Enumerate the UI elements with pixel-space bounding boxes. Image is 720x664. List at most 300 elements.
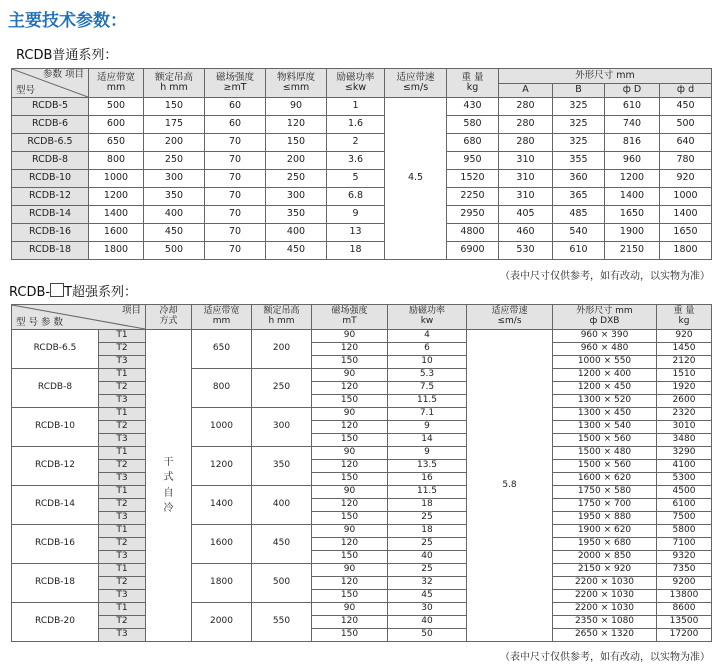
weight-cell: 7500	[657, 512, 712, 525]
height-cell: 150	[144, 98, 205, 116]
field-cell: 90	[312, 564, 388, 577]
series2-title-suffix: T超强系列：	[64, 285, 138, 300]
power-cell: 13	[327, 224, 385, 242]
dims-cell: 1300 × 540	[553, 421, 657, 434]
field-cell: 70	[205, 224, 266, 242]
dims-subheader: B	[553, 83, 605, 98]
speed-cell: 4.5	[385, 98, 447, 260]
header-label: 适应带速	[491, 306, 528, 317]
A-cell: 280	[499, 134, 553, 152]
d-cell: 640	[660, 134, 712, 152]
header-unit: mT	[342, 316, 357, 326]
power-cell: 45	[388, 590, 467, 603]
power-cell: 30	[388, 603, 467, 616]
field-cell: 70	[205, 188, 266, 206]
header-unit: 方式	[159, 316, 178, 326]
model-cell: RCDB-12	[12, 447, 99, 486]
thick-cell: 350	[266, 206, 327, 224]
height-cell: 250	[144, 152, 205, 170]
A-cell: 310	[499, 152, 553, 170]
width-cell: 800	[89, 152, 144, 170]
type-cell: T3	[99, 356, 146, 369]
dims-cell: 2150 × 920	[553, 564, 657, 577]
width-cell: 1400	[192, 486, 252, 525]
power-cell: 18	[327, 242, 385, 260]
weight-cell: 9200	[657, 577, 712, 590]
width-cell: 1600	[192, 525, 252, 564]
D-cell: 816	[605, 134, 660, 152]
table-row	[12, 603, 712, 616]
field-cell: 120	[312, 616, 388, 629]
d-cell: 1400	[660, 206, 712, 224]
power-cell: 9	[388, 421, 467, 434]
field-cell: 90	[312, 369, 388, 382]
power-cell: 50	[388, 629, 467, 642]
field-cell: 90	[312, 486, 388, 499]
thick-cell: 300	[266, 188, 327, 206]
width-cell: 1000	[89, 170, 144, 188]
corner-label-bottom: 型号	[16, 84, 36, 96]
field-cell: 120	[312, 421, 388, 434]
height-cell: 250	[252, 369, 312, 408]
header-unit: kw	[420, 316, 434, 326]
height-cell: 400	[144, 206, 205, 224]
dims-cell: 2000 × 850	[553, 551, 657, 564]
power-cell: 5.3	[388, 369, 467, 382]
B-cell: 365	[553, 188, 605, 206]
weight-cell: 13800	[657, 590, 712, 603]
header-label: 磁场强度	[331, 306, 368, 317]
header-unit: ф DXB	[589, 316, 620, 326]
A-cell: 280	[499, 98, 553, 116]
weight-cell: 2250	[447, 188, 499, 206]
header-label: 额定吊高	[263, 306, 300, 317]
height-cell: 450	[144, 224, 205, 242]
width-cell: 1400	[89, 206, 144, 224]
power-cell: 3.6	[327, 152, 385, 170]
weight-cell: 920	[657, 330, 712, 343]
weight-cell: 7100	[657, 538, 712, 551]
D-cell: 1900	[605, 224, 660, 242]
D-cell: 960	[605, 152, 660, 170]
power-cell: 40	[388, 616, 467, 629]
header-label: 冷却	[159, 306, 178, 317]
weight-cell: 1520	[447, 170, 499, 188]
A-cell: 530	[499, 242, 553, 260]
weight-cell: 8600	[657, 603, 712, 616]
width-cell: 650	[192, 330, 252, 369]
D-cell: 1650	[605, 206, 660, 224]
type-cell: T1	[99, 486, 146, 499]
column-header	[327, 69, 385, 98]
width-cell: 1800	[89, 242, 144, 260]
model-cell: RCDB-10	[12, 170, 89, 188]
dims-subheader: A	[499, 83, 553, 98]
weight-cell: 3010	[657, 421, 712, 434]
width-cell: 2000	[192, 603, 252, 642]
weight-cell: 5800	[657, 525, 712, 538]
power-cell: 32	[388, 577, 467, 590]
D-cell: 740	[605, 116, 660, 134]
power-cell: 10	[388, 356, 467, 369]
height-cell: 400	[252, 486, 312, 525]
header-unit: ≤mm	[282, 82, 310, 93]
weight-cell: 3480	[657, 434, 712, 447]
weight-cell: 2600	[657, 395, 712, 408]
header-unit: ≤kw	[344, 82, 367, 93]
column-header	[447, 69, 499, 98]
type-cell: T1	[99, 447, 146, 460]
weight-cell: 4100	[657, 460, 712, 473]
thick-cell: 450	[266, 242, 327, 260]
thick-cell: 200	[266, 152, 327, 170]
weight-cell: 17200	[657, 629, 712, 642]
field-cell: 120	[312, 499, 388, 512]
type-cell: T3	[99, 551, 146, 564]
field-cell: 70	[205, 152, 266, 170]
power-cell: 14	[388, 434, 467, 447]
column-header	[553, 305, 657, 330]
power-cell: 9	[327, 206, 385, 224]
field-cell: 70	[205, 170, 266, 188]
column-header	[146, 305, 192, 330]
type-cell: T1	[99, 525, 146, 538]
cooling-char: 式	[163, 472, 174, 483]
table-row	[12, 447, 712, 460]
thick-cell: 250	[266, 170, 327, 188]
field-cell: 150	[312, 551, 388, 564]
power-cell: 9	[388, 447, 467, 460]
header-label: 励磁功率	[336, 71, 375, 83]
table-row	[12, 538, 712, 551]
table-row	[12, 434, 712, 447]
column-header	[89, 69, 144, 98]
weight-cell: 4500	[657, 486, 712, 499]
type-cell: T1	[99, 603, 146, 616]
model-cell: RCDB-5	[12, 98, 89, 116]
weight-cell: 2320	[657, 408, 712, 421]
A-cell: 460	[499, 224, 553, 242]
model-cell: RCDB-8	[12, 152, 89, 170]
weight-cell: 950	[447, 152, 499, 170]
power-cell: 18	[388, 525, 467, 538]
cooling-char: 冷	[163, 503, 174, 514]
weight-cell: 430	[447, 98, 499, 116]
corner-header	[12, 305, 146, 330]
table-row	[12, 188, 712, 206]
table-row	[12, 382, 712, 395]
width-cell: 650	[89, 134, 144, 152]
field-cell: 60	[205, 98, 266, 116]
dims-cell: 2200 × 1030	[553, 590, 657, 603]
model-cell: RCDB-18	[12, 564, 99, 603]
type-cell: T3	[99, 590, 146, 603]
thick-cell: 120	[266, 116, 327, 134]
d-cell: 1650	[660, 224, 712, 242]
A-cell: 310	[499, 188, 553, 206]
power-cell: 1	[327, 98, 385, 116]
dims-cell: 2200 × 1030	[553, 603, 657, 616]
speed-cell: 5.8	[467, 330, 553, 642]
B-cell: 325	[553, 134, 605, 152]
dims-cell: 1300 × 450	[553, 408, 657, 421]
model-cell: RCDB-12	[12, 188, 89, 206]
dims-cell: 960 × 390	[553, 330, 657, 343]
table-row	[12, 460, 712, 473]
placeholder-box	[50, 283, 64, 297]
table-row	[12, 408, 712, 421]
series2-table	[11, 304, 712, 642]
height-cell: 500	[144, 242, 205, 260]
d-cell: 920	[660, 170, 712, 188]
series1-note: （表中尺寸仅供参考，如有改动，以实物为准）	[500, 271, 710, 282]
weight-cell: 5300	[657, 473, 712, 486]
table-row	[12, 206, 712, 224]
thick-cell: 90	[266, 98, 327, 116]
height-cell: 200	[252, 330, 312, 369]
D-cell: 1200	[605, 170, 660, 188]
height-cell: 450	[252, 525, 312, 564]
model-cell: RCDB-18	[12, 242, 89, 260]
power-cell: 25	[388, 564, 467, 577]
series2-title-prefix: RCDB-	[9, 285, 51, 300]
dims-cell: 1900 × 620	[553, 525, 657, 538]
width-cell: 600	[89, 116, 144, 134]
column-header	[312, 305, 388, 330]
power-cell: 6.8	[327, 188, 385, 206]
series1-title: RCDB普通系列：	[16, 48, 118, 63]
B-cell: 610	[553, 242, 605, 260]
table-row	[12, 577, 712, 590]
width-cell: 1200	[192, 447, 252, 486]
header-unit: h mm	[268, 316, 295, 326]
D-cell: 2150	[605, 242, 660, 260]
column-header	[252, 305, 312, 330]
width-cell: 500	[89, 98, 144, 116]
weight-cell: 7350	[657, 564, 712, 577]
header-unit: h mm	[160, 82, 188, 93]
d-cell: 450	[660, 98, 712, 116]
header-unit: mm	[106, 82, 126, 93]
model-cell: RCDB-14	[12, 486, 99, 525]
column-header	[205, 69, 266, 98]
field-cell: 120	[312, 538, 388, 551]
dims-cell: 1200 × 450	[553, 382, 657, 395]
type-cell: T2	[99, 421, 146, 434]
weight-cell: 9320	[657, 551, 712, 564]
header-label: 适应带宽	[203, 306, 240, 317]
field-cell: 150	[312, 629, 388, 642]
dims-subheader: ф d	[660, 83, 712, 98]
power-cell: 4	[388, 330, 467, 343]
table-row	[12, 395, 712, 408]
model-cell: RCDB-16	[12, 525, 99, 564]
weight-cell: 1510	[657, 369, 712, 382]
field-cell: 120	[312, 343, 388, 356]
dims-cell: 1500 × 480	[553, 447, 657, 460]
weight-cell: 1450	[657, 343, 712, 356]
header-label: 物料厚度	[276, 71, 315, 83]
field-cell: 60	[205, 116, 266, 134]
weight-cell: 6100	[657, 499, 712, 512]
weight-cell: 680	[447, 134, 499, 152]
power-cell: 25	[388, 512, 467, 525]
type-cell: T1	[99, 408, 146, 421]
table-row	[12, 134, 712, 152]
height-cell: 500	[252, 564, 312, 603]
B-cell: 325	[553, 116, 605, 134]
header-row	[12, 305, 712, 330]
table-row	[12, 616, 712, 629]
field-cell: 70	[205, 242, 266, 260]
table-row	[12, 499, 712, 512]
table-row	[12, 551, 712, 564]
model-cell: RCDB-8	[12, 369, 99, 408]
power-cell: 2	[327, 134, 385, 152]
field-cell: 70	[205, 206, 266, 224]
column-header	[388, 305, 467, 330]
type-cell: T1	[99, 369, 146, 382]
header-label: 额定吊高	[154, 71, 193, 83]
model-cell: RCDB-14	[12, 206, 89, 224]
weight-cell: 6900	[447, 242, 499, 260]
power-cell: 11.5	[388, 395, 467, 408]
A-cell: 310	[499, 170, 553, 188]
table-row	[12, 421, 712, 434]
model-cell: RCDB-10	[12, 408, 99, 447]
column-header	[467, 305, 553, 330]
table-row	[12, 590, 712, 603]
power-cell: 18	[388, 499, 467, 512]
cooling-char: 自	[163, 487, 174, 499]
power-cell: 7.5	[388, 382, 467, 395]
type-cell: T3	[99, 473, 146, 486]
cooling-cell	[146, 330, 192, 642]
table-row	[12, 629, 712, 642]
width-cell: 1600	[89, 224, 144, 242]
series2-title	[9, 281, 137, 300]
B-cell: 325	[553, 98, 605, 116]
weight-cell: 2120	[657, 356, 712, 369]
thick-cell: 150	[266, 134, 327, 152]
table-row	[12, 369, 712, 382]
column-header	[385, 69, 447, 98]
type-cell: T2	[99, 577, 146, 590]
dims-cell: 2350 × 1080	[553, 616, 657, 629]
corner-label-top: 项目	[121, 305, 141, 316]
power-cell: 11.5	[388, 486, 467, 499]
type-cell: T2	[99, 616, 146, 629]
height-cell: 300	[144, 170, 205, 188]
dims-cell: 1750 × 700	[553, 499, 657, 512]
type-cell: T3	[99, 434, 146, 447]
column-header	[657, 305, 712, 330]
header-label: 重 量	[673, 306, 695, 317]
type-cell: T2	[99, 343, 146, 356]
dims-cell: 1300 × 520	[553, 395, 657, 408]
dims-cell: 1750 × 580	[553, 486, 657, 499]
dims-cell: 1950 × 880	[553, 512, 657, 525]
height-cell: 200	[144, 134, 205, 152]
table-row	[12, 116, 712, 134]
d-cell: 1000	[660, 188, 712, 206]
table-row	[12, 343, 712, 356]
height-cell: 550	[252, 603, 312, 642]
type-cell: T2	[99, 499, 146, 512]
height-cell: 350	[252, 447, 312, 486]
table-row	[12, 525, 712, 538]
header-label: 磁场强度	[215, 71, 254, 83]
series1-table	[11, 68, 712, 260]
d-cell: 500	[660, 116, 712, 134]
dims-cell: 1500 × 560	[553, 434, 657, 447]
table-row	[12, 98, 712, 116]
header-unit: kg	[678, 316, 690, 326]
table-row	[12, 170, 712, 188]
power-cell: 25	[388, 538, 467, 551]
field-cell: 90	[312, 330, 388, 343]
model-cell: RCDB-6	[12, 116, 89, 134]
A-cell: 405	[499, 206, 553, 224]
type-cell: T2	[99, 460, 146, 473]
table-row	[12, 473, 712, 486]
dims-cell: 1500 × 560	[553, 460, 657, 473]
dims-cell: 1950 × 680	[553, 538, 657, 551]
header-label: 重 量	[461, 71, 484, 83]
D-cell: 1400	[605, 188, 660, 206]
weight-cell: 580	[447, 116, 499, 134]
page-title: 主要技术参数：	[8, 11, 127, 31]
power-cell: 6	[388, 343, 467, 356]
header-label: 适应带宽	[96, 71, 135, 83]
dims-header: 外形尺寸 mm	[499, 69, 712, 84]
series2-note: （表中尺寸仅供参考，如有改动，以实物为准）	[500, 652, 710, 663]
weight-cell: 1920	[657, 382, 712, 395]
field-cell: 90	[312, 525, 388, 538]
header-row	[12, 69, 712, 84]
cooling-label	[146, 455, 191, 517]
table-row	[12, 486, 712, 499]
header-unit: kg	[466, 82, 479, 93]
type-cell: T3	[99, 395, 146, 408]
field-cell: 150	[312, 356, 388, 369]
header-label: 励磁功率	[408, 306, 445, 317]
corner-label-top: 参数 项目	[42, 69, 84, 80]
table-row	[12, 330, 712, 343]
power-cell: 5	[327, 170, 385, 188]
type-cell: T2	[99, 382, 146, 395]
column-header	[266, 69, 327, 98]
dims-cell: 1600 × 620	[553, 473, 657, 486]
field-cell: 90	[312, 603, 388, 616]
B-cell: 485	[553, 206, 605, 224]
d-cell: 1800	[660, 242, 712, 260]
table-row	[12, 356, 712, 369]
weight-cell: 13500	[657, 616, 712, 629]
B-cell: 360	[553, 170, 605, 188]
field-cell: 120	[312, 460, 388, 473]
height-cell: 300	[252, 408, 312, 447]
power-cell: 7.1	[388, 408, 467, 421]
weight-cell: 2950	[447, 206, 499, 224]
dims-cell: 1000 × 550	[553, 356, 657, 369]
width-cell: 800	[192, 369, 252, 408]
type-cell: T3	[99, 629, 146, 642]
field-cell: 90	[312, 447, 388, 460]
corner-header	[12, 69, 89, 98]
cooling-char: 干	[163, 456, 174, 468]
height-cell: 350	[144, 188, 205, 206]
